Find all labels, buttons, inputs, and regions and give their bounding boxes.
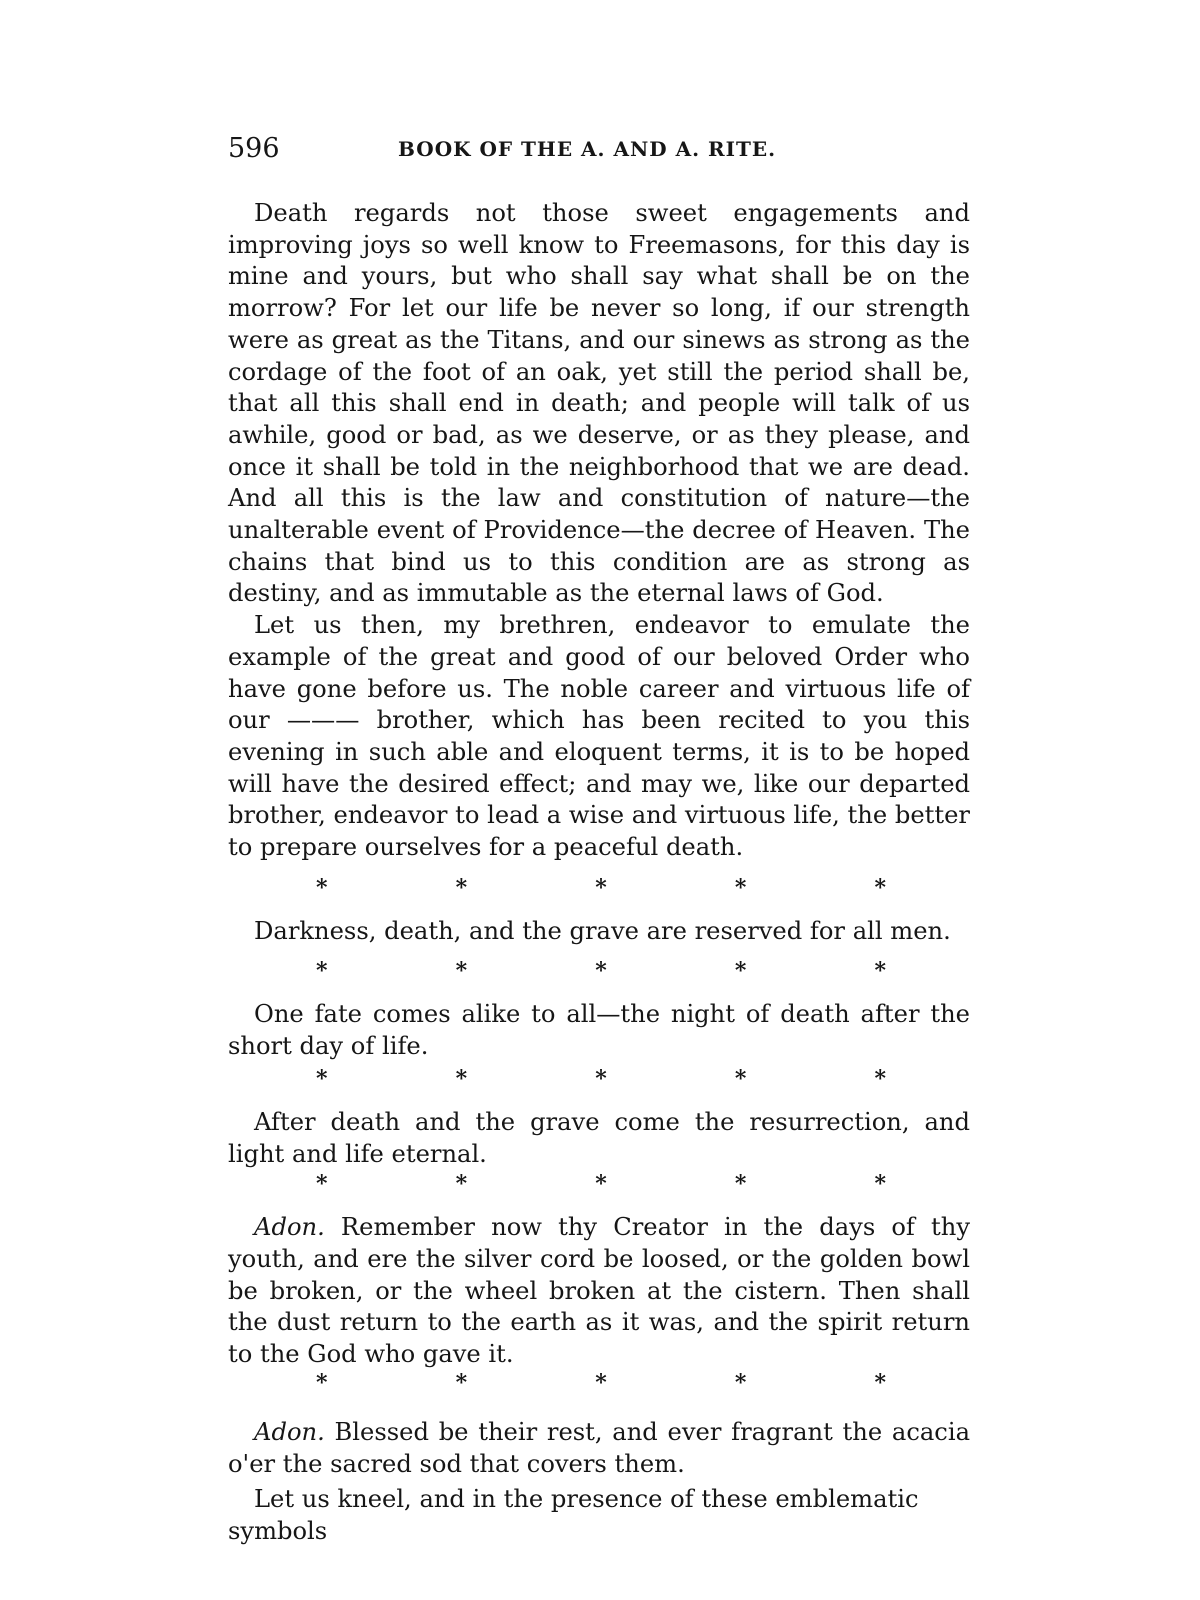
asterisk: *	[316, 1171, 328, 1198]
asterisk: *	[316, 1065, 328, 1092]
asterisk: *	[455, 1065, 468, 1092]
asterisk: *	[316, 1369, 328, 1396]
asterisk: *	[455, 1171, 468, 1198]
asterisk: *	[874, 1065, 886, 1092]
asterisk: *	[874, 958, 886, 985]
asterisk: *	[874, 1171, 886, 1198]
running-head: BOOK OF THE A. AND A. RITE.	[398, 137, 777, 161]
paragraph-death-regards: Death regards not those sweet engagements and improving joys so well know to Freemasons, for this day is mine and yours, but who shall say what shall be on the morrow? For let our life be never so long, if our strength were as great as the Titans, and our sinews as strong as the cordage of the foot of an oak, yet still the period shall be, that all this shall end in death; and people will talk of us awhile, good or bad, as we deserve, or as they please, and once it shall be told in the neighborhood that we are dead. And all this is the law and constitution of nature—the unalterable event of Providence—the decree of Heaven. The chains that bind us to this condition are as strong as destiny, and as immutable as the eternal laws of God.	[228, 199, 970, 608]
speaker-label: Adon.	[254, 1213, 325, 1242]
asterisk: *	[316, 874, 328, 901]
asterism-separator	[316, 1371, 886, 1395]
paragraph-blessed-rest	[228, 1417, 970, 1480]
asterism-separator	[316, 1067, 886, 1091]
asterisk: *	[595, 958, 607, 985]
paragraph-let-us-then: Let us then, my brethren, endeavor to emulate the example of the great and good of our beloved Order who have gone before us. The noble career and virtuous life of our ——— brother, which has been recited to you this evening in such able and eloquent terms, it is to be hoped will have the desired effect; and may we, like our departed brother, endeavor to lead a wise and virtuous life, the better to prepare ourselves for a peaceful death.	[228, 611, 970, 862]
paragraph-text: Blessed be their rest, and ever fragrant the acacia o'er the sacred sod that covers them.	[228, 1417, 970, 1478]
paragraph-after-death: After death and the grave come the resurrection, and light and life eternal.	[228, 1107, 970, 1168]
asterisk: *	[455, 958, 468, 985]
paragraph-one-fate: One fate comes alike to all—the night of death after the short day of life.	[228, 1000, 970, 1061]
paragraph-remember-creator	[228, 1212, 970, 1371]
paragraph-text: Remember now thy Creator in the days of thy youth, and ere the silver cord be loosed, or the golden bowl be broken, or the wheel broken at the cistern. Then shall the dust return to the earth as it was, and the spirit return to the God who gave it.	[228, 1213, 970, 1369]
asterisk: *	[595, 1065, 607, 1092]
asterism-separator	[316, 1172, 886, 1196]
asterisk: *	[734, 1171, 747, 1198]
asterisk: *	[734, 958, 747, 985]
asterisk: *	[455, 1369, 468, 1396]
asterisk: *	[316, 958, 328, 985]
asterisk: *	[455, 874, 468, 901]
speaker-label: Adon.	[254, 1417, 325, 1446]
asterism-separator	[316, 959, 886, 983]
asterisk: *	[595, 1369, 607, 1396]
asterisk: *	[734, 1065, 747, 1092]
paragraph-darkness: Darkness, death, and the grave are reserved for all men.	[254, 916, 951, 945]
page-number: 596	[228, 133, 280, 164]
paragraph-let-us-kneel: Let us kneel, and in the presence of these emblematic symbols	[228, 1485, 919, 1545]
asterisk: *	[734, 1369, 747, 1396]
page-body	[228, 198, 970, 1548]
asterism-separator	[316, 876, 886, 900]
asterisk: *	[595, 874, 607, 901]
asterisk: *	[874, 1369, 886, 1396]
asterisk: *	[874, 874, 886, 901]
asterisk: *	[595, 1171, 607, 1198]
asterisk: *	[734, 874, 747, 901]
